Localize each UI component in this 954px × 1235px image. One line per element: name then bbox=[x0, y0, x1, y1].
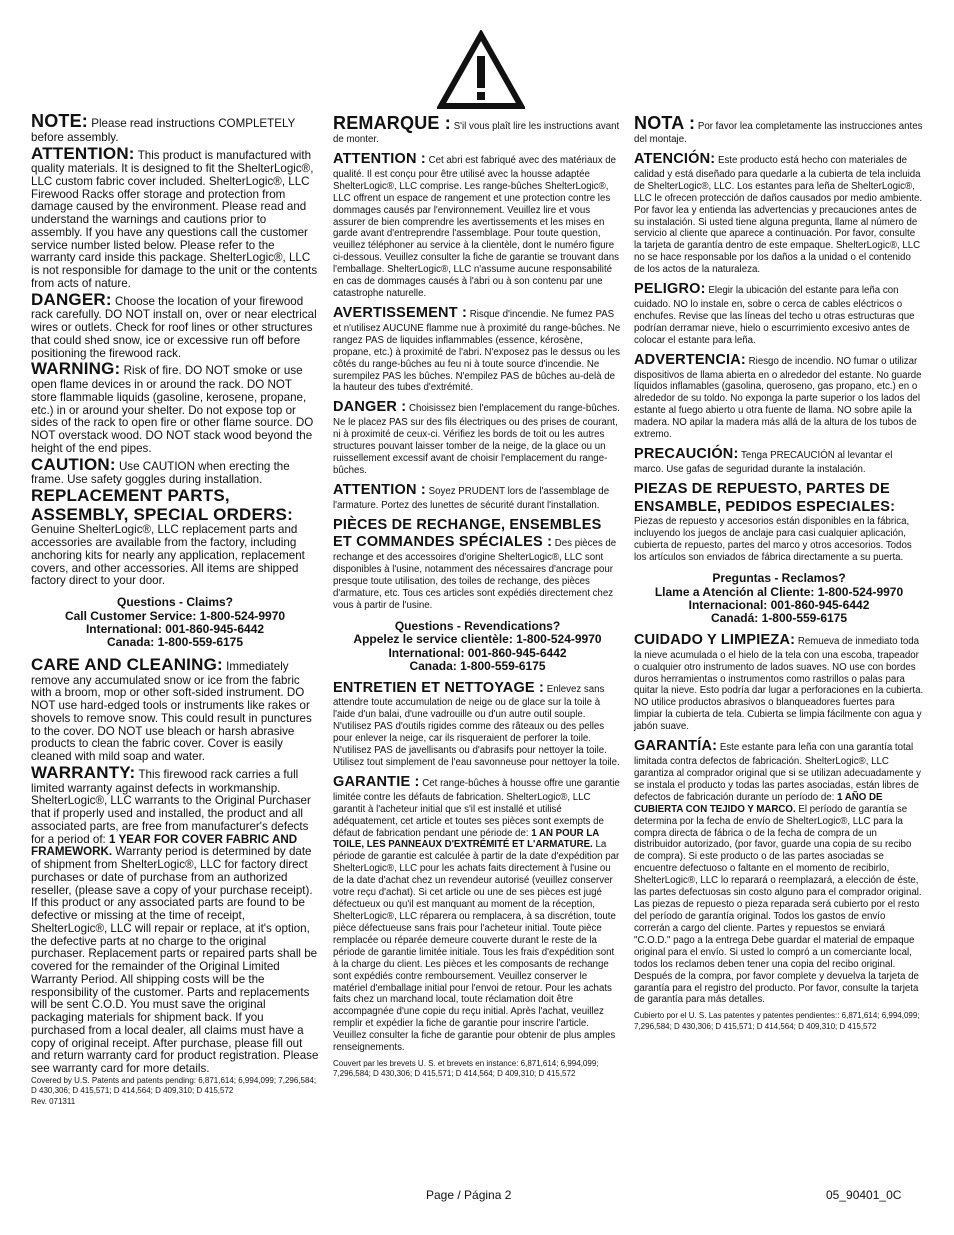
danger-text: Choisissez bien l'emplacement du range-bûches. Ne le placez PAS sur des fils électriques ou des prises de courant, ni à proximité de ceux-ci. Vérifiez les bords de toit ou les autres structures pouvant laisser tomber de la neige, de la glace ou un ruissellement excessif avant de choisir l'emplacement du range-bûches. bbox=[333, 403, 620, 476]
nota-text: Por favor lea completamente las instrucciones antes del montaje. bbox=[634, 121, 923, 146]
contact-line: Canada: 1-800-559-6175 bbox=[409, 659, 546, 674]
nota-heading: NOTA : bbox=[634, 113, 696, 133]
warning-section bbox=[31, 360, 319, 455]
warranty-section bbox=[31, 764, 319, 1076]
precaucion-text: Tenga PRECAUCIÓN al levantar el marco. Use gafas de seguridad durante la instalación. bbox=[634, 450, 893, 475]
note-section bbox=[31, 112, 319, 145]
attention-text: Cet abri est fabriqué avec des matériaux de qualité. Il est conçu pour être utilisé avec la housse adaptée ShelterLogic®, LLC comprise. Les range-bûches ShelterLogic®, LLC offrent un espace de rangement et une protection contre les dommages causés par l'environnement. Veuillez lire et vous assurer de bien comprendre les avertissements et les mises en garde avant d'entreprendre l'assemblage. Pour toute question, veuillez téléphoner au service à la clientèle, dont le numéro figure ci-dessous. Veuillez consulter la fiche de garantie se trouvant dans l'emballage. ShelterLogic®, LLC n'assume aucune responsabilité en cas de dommages causés à l'abri ou à son contenu par une catastrophe naturelle. bbox=[333, 155, 619, 300]
attention-text: This product is manufactured with quality materials. It is designed to fit the ShelterLogic®, LLC custom fabric cover included. ShelterLogic®, LLC Firewood Racks offer storage and protection from damage caused by the environment. Please read and understand the warnings and cautions prior to assembly. If you have any questions call the customer service number listed below. Please refer to the warranty card inside this package. ShelterLogic®, LLC is not responsible for damage to the unit or the contents from acts of nature. bbox=[31, 148, 318, 290]
care-text: Immediately remove any accumulated snow or ice from the fabric with a broom, mop or other soft-sided instrument. DO NOT use hard-edged tools or instruments like rakes or shovels to remove snow. This could result in punctures to the cover. DO NOT use bleach or harsh abrasive products to clean the fabric cover. Cover is easily cleaned with mild soap and water. bbox=[31, 659, 312, 764]
warranty-period: 1 AN POUR LA TOILE, LES PANNEAUX D'EXTRÉMITÉ ET L'ARMATURE. bbox=[333, 827, 599, 851]
remarque-text: S'il vous plaît lire les instructions avant de monter. bbox=[333, 121, 620, 146]
attention-heading: ATTENTION: bbox=[31, 143, 135, 163]
precaucion-section bbox=[634, 446, 924, 476]
contact-line: Questions - Claims? bbox=[116, 595, 234, 610]
contact-line: Canada: 1-800-559-6175 bbox=[106, 635, 244, 650]
parts-heading: PIÈCES DE RECHANGE, ENSEMBLES ET COMMANDES SPÉCIALES : bbox=[333, 516, 602, 551]
avertissement-heading: AVERTISSEMENT : bbox=[333, 305, 468, 322]
parts-heading: PIEZAS DE REPUESTO, PARTES DE ENSAMBLE, PEDIDOS ESPECIALES: bbox=[634, 480, 896, 515]
care-heading: CARE AND CLEANING: bbox=[31, 654, 223, 674]
nota-section bbox=[634, 112, 924, 146]
atencion-section bbox=[634, 151, 924, 276]
warranty-text-2: La période de garantie est calculée à partir de la date d'expédition par ShelterLogic®, LLC pour les achats faits directement à l'usine ou de la date d'achat chez un revendeur autorisé (veuillez conserver votre reçu d'achat). Si cet article ou une de ses pièces est jugé défectueux ou qu'il est manquant au moment de la réception, ShelterLogic®, LLC réparera ou remplacera, à sa discrétion, toute pièce défectueuse sans frais pour l'acheteur initial. Toute pièce remplacée ou réparée demeure couverte durant le reste de la période de garantie limitée initiale. Tous les frais d'expédition sont à la charge du client. Les pièces et les composants de rechange sont expédiés contre remboursement. Veuillez conserver le matériel d'emballage initial pour l'envoi de retour. Pour les achats faits chez un marchand local, toute réclamation doit être accompagnée d'une copie du reçu initial. Après l'achat, veuillez remplir et expédier la fiche de garantie pour inscrire l'article. Veuillez consulter la fiche de garantie pour obtenir de plus amples renseignements. bbox=[333, 839, 620, 1054]
contact-line: International: 001-860-945-6442 bbox=[85, 622, 265, 637]
warranty-text-2: El período de garantía se determina por la fecha de envío de ShelterLogic®, LLC para la compra directa de fábrica o de la fecha de compra de un distribuidor autorizado, (por favor, guarde una copia de su recibo de compra). Si este producto o de las partes asociadas se encuentre defectuoso o faltante en el momento de recibirlo, ShelterLogic®, LLC lo reparará o reemplazará, a elección de éste, las partes defectuosas sin costo alguno para el comprador original. Las piezas de repuesto o pieza reparada será cubierto por el resto del período de garantía original. Todos los gastos de envío correrán a cargo del cliente. Partes y repuestos se enviará "C.O.D." pago a la entrega Debe guardar el material de empaque original para el envío. Si usted lo compró a un comerciante local, todos los reclamos deben tener una copia del recibo original. Después de la compra, por favor complete y devuelva la tarjeta de garantía para el registro del producto. Por favor, consulte la tarjeta de garantía para más detalles. bbox=[634, 803, 922, 1006]
document-code: 05_90401_0C bbox=[826, 1188, 902, 1202]
contact-line: International: 001-860-945-6442 bbox=[388, 645, 567, 660]
danger-section bbox=[31, 291, 319, 361]
parts-text: Piezas de repuesto y accesorios están disponibles en la fábrica, incluyendo los juegos de anclaje para casi cualquier aplicación, cubierta de repuesto, partes del marco y otros accesorios. Todos los artículos son enviados de fábrica directamente a su puerta. bbox=[634, 516, 912, 564]
care-text: Remueva de inmediato toda la nieve acumulada o el hielo de la tela con una escoba, trapeador o cualquier otro instrumento de lados suaves. NO use con bordes duros herramientas o instrumentos como rastrillos o palas para quitar la nieve. Esto podría dar lugar a perforaciones en la cubierta. NO utilice productos abrasivos o blanqueadores fuertes para limpiar la cubierta de tela. Cubierta se limpia fácilmente con agua y jabón suave. bbox=[634, 635, 924, 733]
parts-text: Genuine ShelterLogic®, LLC replacement parts and accessories are available from the factory, including anchoring kits for nearly any application, replacement covers, and other accessories. All items are shipped factory direct to your door. bbox=[31, 523, 305, 588]
patent-notice: Cubierto por el U. S. Las patentes y patentes pendientes:: 6,871,614; 6,994,099; 7,296,584; D 430,306; D 415,571; D 414,564; D 409,310; D 415,572 bbox=[634, 1011, 920, 1031]
caution-text: Use CAUTION when erecting the frame. Use safety goggles during installation. bbox=[31, 459, 290, 487]
remarque-section bbox=[333, 112, 622, 146]
warranty-section bbox=[333, 774, 622, 1054]
contact-line: Canadá: 1-800-559-6175 bbox=[710, 611, 848, 626]
care-heading: CUIDADO Y LIMPIEZA: bbox=[634, 631, 796, 648]
warranty-text-2: Warranty period is determined by date of shipment from ShelterLogic®, LLC for factory direct purchases or date of purchase from an authorized reseller, (please save a copy of your purchase receipt). If this product or any associated parts are found to be defective or missing at the time of receipt, ShelterLogic®, LLC will repair or replace, at it's option, the defective parts at no charge to the original purchaser. Replacement parts or repaired parts shall be covered for the remainder of the Original Limited Warranty Period. All shipping costs will be the responsibility of the customer. Parts and replacements will be sent C.O.D. You must save the original packaging materials for shipment back. If you purchased from a local dealer, all claims must have a copy of original receipt. After purchase, please fill out and return warranty card for product registration. Please see warranty card for more details. bbox=[31, 845, 319, 1076]
atencion-heading: ATENCIÓN: bbox=[634, 151, 716, 168]
danger-section bbox=[333, 399, 622, 476]
warning-heading: WARNING: bbox=[31, 359, 121, 379]
english-column bbox=[31, 112, 319, 1107]
warranty-period: 1 YEAR FOR COVER FABRIC AND FRAMEWORK. bbox=[31, 832, 298, 859]
contact-line: Questions - Revendications? bbox=[394, 618, 561, 633]
care-section bbox=[31, 656, 319, 764]
care-heading: ENTRETIEN ET NETTOYAGE : bbox=[333, 679, 545, 696]
avertissement-text: Risque d'incendie. Ne fumez PAS et n'utilisez AUCUNE flamme nue à proximité du range-bûches. Ne rangez PAS de liquides inflammables (essence, kérosène, propane, etc.) à proximité de l'abri. N'exposez pas le dessus ou les côtés du range-bûches au feu ni à toute source d'incendie. Ne surempilez PAS les bûches. N'empilez PAS de bûches au-delà de la hauteur des tubes d'extrémité. bbox=[333, 309, 621, 394]
patent-notice: Covered by U.S. Patents and patents pending: 6,871,614; 6,994,099; 7,296,584; D 430,306; D 415,571; D 414,564; D 409,310; D 415,572 Rev. 071311 bbox=[31, 1075, 317, 1106]
caution-heading: CAUTION: bbox=[31, 454, 116, 474]
warranty-period: 1 AÑO DE CUBIERTA CON TEJIDO Y MARCO. bbox=[634, 791, 883, 815]
patent-notice: Couvert par les brevets U. S. et brevets en instance: 6,871,614; 6,994,099; 7,296,584; D 430,306; D 415,571; D 414,564; D 409,310; D 415,572 bbox=[333, 1059, 599, 1079]
advertencia-text: Riesgo de incendio. NO fumar o utilizar dispositivos de llama abierta en o alrededor del estante. No guarde líquidos inflamables (gasolina, queroseno, gas propano, etc.) en o alrededor de su toldo. No exponga la parte superior o los lados del estante al fuego abierto u otra fuente de llama. NO sobre apile la madera. NO apilar la madera más allá de la altura de los tubos de extremo. bbox=[634, 355, 922, 441]
care-text: Enlevez sans attendre toute accumulation de neige ou de glace sur la toile à l'aide d'un balai, d'une vadrouille ou d'un autre outil souple. N'utilisez PAS d'outils rigides comme des râteaux ou des pelles pour enlever la neige, car ils risqueraient de perforer la toile. N'utilisez PAS de javellisants ou d'abrasifs pour nettoyer la toile. Utilisez tout simplement de l'eau savonneuse pour nettoyer la toile. bbox=[333, 683, 620, 769]
warranty-text: Cet range-bûches à housse offre une garantie limitée contre les défauts de fabrication. ShelterLogic®, LLC garantit à l'acheteur initial que s'il est installé et utilisé adéquatement, cet article et toutes ses pièces sont exempts de défaut de fabrication pendant une période de: bbox=[333, 777, 620, 839]
warning-triangle-icon bbox=[437, 30, 525, 110]
avertissement-section bbox=[333, 305, 622, 394]
warranty-heading: GARANTIE : bbox=[333, 773, 420, 790]
revision: Rev. 071311 bbox=[31, 1096, 76, 1106]
contact-line: Internacional: 001-860-945-6442 bbox=[688, 598, 870, 613]
parts-section bbox=[634, 481, 924, 564]
attention-section bbox=[31, 145, 319, 291]
advertencia-heading: ADVERTENCIA: bbox=[634, 351, 746, 368]
attention2-section bbox=[333, 482, 622, 512]
parts-text: Des pièces de rechange et des accessoires d'origine ShelterLogic®, LLC sont disponibles à l'usine, notamment des nécessaires d'ancrage pour presque toute utilisation, des toiles de rechange, des pièces d'armature, etc. Tous ces articles sont expédiés directement chez vous à partir de l'usine. bbox=[333, 538, 617, 611]
contact-line: Appelez le service clientèle: 1-800-524-9970 bbox=[353, 632, 602, 647]
attention-section bbox=[333, 151, 622, 300]
warranty-heading: WARRANTY: bbox=[31, 762, 136, 782]
note-heading: NOTE: bbox=[31, 111, 88, 131]
remarque-heading: REMARQUE : bbox=[333, 113, 451, 133]
precaucion-heading: PRECAUCIÓN: bbox=[634, 446, 739, 463]
care-section bbox=[634, 632, 924, 733]
parts-section bbox=[31, 487, 319, 588]
warranty-heading: GARANTÍA: bbox=[634, 738, 718, 755]
contact-line: Call Customer Service: 1-800-524-9970 bbox=[64, 608, 286, 623]
french-column bbox=[333, 112, 622, 1085]
contact-block bbox=[333, 620, 622, 674]
warranty-text: This firewood rack carries a full limited warranty against defects in workmanship. ShelterLogic®, LLC warrants to the Original Purchaser that if properly used and installed, the product and all associated parts, are free from manufacturer's defects for a period of: bbox=[31, 767, 311, 846]
danger-text: Choose the location of your firewood rack carefully. DO NOT install on, over or near electrical wires or outlets. Check for roof lines or other structures that could shed snow, ice or excessive run off before positioning the firewood rack. bbox=[31, 294, 317, 360]
contact-line: Llame a Atención al Cliente: 1-800-524-9970 bbox=[654, 584, 904, 599]
note-text: Please read instructions COMPLETELY before assembly. bbox=[31, 117, 296, 144]
parts-section bbox=[333, 517, 622, 612]
atencion-text: Este producto está hecho con materiales de calidad y está diseñado para quedarle a la cubierta de tela incluida de ShelterLogic®, LLC. Los estantes para leña de ShelterLogic®, LLC le ofrecen protección de daños causados por medio ambiente. Por favor lea y entienda las advertencias y precauciones antes de su instalación. Si usted tiene alguna pregunta, llame al número de servicio al cliente que aparece a continuación. Por favor, consulte la tarjeta de garantía dentro de este empaque. ShelterLogic®, LLC no se hace responsable por los daños a la unidad o el contenido de los actos de la naturaleza. bbox=[634, 155, 923, 276]
advertencia-section bbox=[634, 352, 924, 441]
spanish-column bbox=[634, 112, 924, 1037]
peligro-section bbox=[634, 281, 924, 347]
peligro-heading: PELIGRO: bbox=[634, 281, 706, 298]
warranty-text: Este estante para leña con una garantía total limitada contra defectos de fabricación. ShelterLogic®, LLC garantiza al comprador original que si se utilizan adecuadamente y se instala el producto y todas las partes asociadas, están libres de defectos de fabricación durante un período de: bbox=[634, 742, 922, 803]
contact-line: Preguntas - Reclamos? bbox=[712, 571, 846, 586]
attention2-heading: ATTENTION : bbox=[333, 481, 426, 498]
warning-text: Risk of fire. DO NOT smoke or use open flame devices in or around the rack. DO NOT store flammable liquids (gasoline, kerosene, propane, etc.) in or around your shelter. Do not expose top or sides of the rack to open fire or other flame source. DO NOT overstack wood. DO NOT stack wood beyond the height of the end pipes. bbox=[31, 364, 314, 455]
danger-heading: DANGER : bbox=[333, 399, 407, 416]
contact-block bbox=[31, 596, 319, 650]
peligro-text: Elegir la ubicación del estante para leña con cuidado. NO lo instale en, sobre o cerca de cables eléctricos o enchufes. Revise que las líneas del techo u otras estructuras que podrían derramar nieve, hielo o escurrimiento excesivo antes de colocar el estante para leña. bbox=[634, 285, 915, 346]
parts-heading: REPLACEMENT PARTS, ASSEMBLY, SPECIAL ORDERS: bbox=[31, 486, 293, 524]
attention2-text: Soyez PRUDENT lors de l'assemblage de l'armature. Portez des lunettes de sécurité durant l'installation. bbox=[333, 485, 610, 511]
caution-section bbox=[31, 456, 319, 487]
warranty-section bbox=[634, 738, 924, 1006]
care-section bbox=[333, 680, 622, 769]
contact-block bbox=[634, 572, 924, 626]
attention-heading: ATTENTION : bbox=[333, 151, 426, 168]
danger-heading: DANGER: bbox=[31, 289, 112, 309]
page-number: Page / Página 2 bbox=[426, 1188, 512, 1202]
